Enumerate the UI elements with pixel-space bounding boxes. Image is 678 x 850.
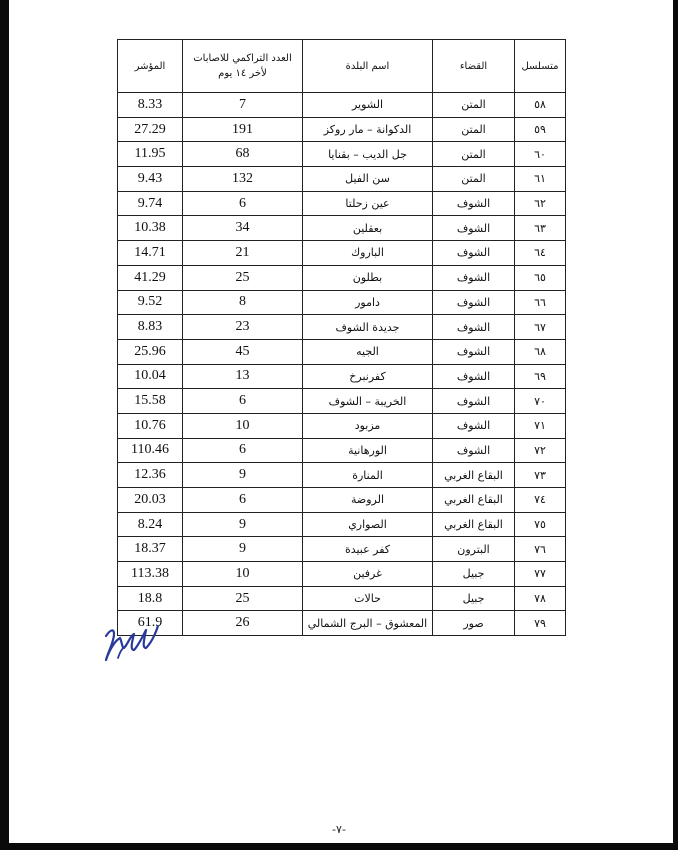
cell-serial: ٧٧	[515, 562, 566, 587]
cell-index: 110.46	[118, 438, 183, 463]
cell-cumulative-count: 23	[183, 315, 303, 340]
cell-cumulative-count: 6	[183, 191, 303, 216]
table-row	[118, 438, 566, 463]
cell-town: الدكوانة – مار روكز	[303, 117, 433, 142]
cell-town: الباروك	[303, 241, 433, 266]
cell-district: الشوف	[433, 413, 515, 438]
table-row	[118, 191, 566, 216]
cell-cumulative-count: 6	[183, 438, 303, 463]
cell-serial: ٧٩	[515, 611, 566, 636]
cell-index: 20.03	[118, 488, 183, 513]
cell-town: المعشوق – البرج الشمالي	[303, 611, 433, 636]
cell-district: الشوف	[433, 241, 515, 266]
cell-serial: ٥٨	[515, 93, 566, 118]
cell-index: 9.52	[118, 290, 183, 315]
cell-town: دامور	[303, 290, 433, 315]
cell-serial: ٦٠	[515, 142, 566, 167]
header-district: القضاء	[433, 40, 515, 93]
table-row	[118, 611, 566, 636]
cell-cumulative-count: 7	[183, 93, 303, 118]
header-serial: متسلسل	[515, 40, 566, 93]
table-row	[118, 93, 566, 118]
header-cumulative: العدد التراكمي للاصابات لأخر ١٤ يوم	[183, 40, 303, 93]
cell-serial: ٧٢	[515, 438, 566, 463]
cell-district: الشوف	[433, 438, 515, 463]
table-row	[118, 389, 566, 414]
cell-serial: ٦٩	[515, 364, 566, 389]
table-row	[118, 488, 566, 513]
table-row	[118, 364, 566, 389]
cell-index: 9.43	[118, 167, 183, 192]
cell-cumulative-count: 10	[183, 562, 303, 587]
cell-cumulative-count: 25	[183, 586, 303, 611]
cell-district: المتن	[433, 142, 515, 167]
cell-district: جبيل	[433, 586, 515, 611]
cell-cumulative-count: 21	[183, 241, 303, 266]
table-row	[118, 512, 566, 537]
cell-cumulative-count: 26	[183, 611, 303, 636]
table-row	[118, 586, 566, 611]
header-index: المؤشر	[118, 40, 183, 93]
cell-town: كفر عبيدة	[303, 537, 433, 562]
cell-cumulative-count: 10	[183, 413, 303, 438]
cell-town: الروضة	[303, 488, 433, 513]
cell-cumulative-count: 6	[183, 488, 303, 513]
cell-district: الشوف	[433, 389, 515, 414]
cell-district: المتن	[433, 93, 515, 118]
cell-district: الشوف	[433, 191, 515, 216]
table-row	[118, 339, 566, 364]
cell-district: الشوف	[433, 265, 515, 290]
cell-district: جبيل	[433, 562, 515, 587]
table-row	[118, 117, 566, 142]
cell-serial: ٧٠	[515, 389, 566, 414]
cell-index: 11.95	[118, 142, 183, 167]
cell-serial: ٥٩	[515, 117, 566, 142]
cell-district: الشوف	[433, 290, 515, 315]
cell-index: 18.8	[118, 586, 183, 611]
cell-serial: ٦٦	[515, 290, 566, 315]
cell-town: حالات	[303, 586, 433, 611]
cell-cumulative-count: 68	[183, 142, 303, 167]
cell-cumulative-count: 13	[183, 364, 303, 389]
cell-town: كفرنبرخ	[303, 364, 433, 389]
table-row	[118, 167, 566, 192]
cell-serial: ٧١	[515, 413, 566, 438]
cell-district: المتن	[433, 167, 515, 192]
cell-serial: ٦٢	[515, 191, 566, 216]
cell-cumulative-count: 8	[183, 290, 303, 315]
cell-town: جل الديب – بقنايا	[303, 142, 433, 167]
cell-cumulative-count: 9	[183, 512, 303, 537]
cell-district: البقاع الغربي	[433, 512, 515, 537]
cell-serial: ٧٣	[515, 463, 566, 488]
header-town: اسم البلدة	[303, 40, 433, 93]
table-row	[118, 142, 566, 167]
cell-index: 18.37	[118, 537, 183, 562]
table-row	[118, 463, 566, 488]
cell-town: الخريبة – الشوف	[303, 389, 433, 414]
cell-cumulative-count: 45	[183, 339, 303, 364]
cell-district: البقاع الغربي	[433, 463, 515, 488]
cell-district: الشوف	[433, 315, 515, 340]
table-row	[118, 290, 566, 315]
cell-index: 61.9	[118, 611, 183, 636]
scan-edge-bottom	[0, 843, 678, 850]
cell-cumulative-count: 9	[183, 463, 303, 488]
cell-index: 12.36	[118, 463, 183, 488]
cell-serial: ٧٤	[515, 488, 566, 513]
cell-town: الورهانية	[303, 438, 433, 463]
cell-index: 8.83	[118, 315, 183, 340]
cell-town: المنارة	[303, 463, 433, 488]
cell-district: الشوف	[433, 339, 515, 364]
cell-town: الشوير	[303, 93, 433, 118]
cell-district: البترون	[433, 537, 515, 562]
cell-index: 10.04	[118, 364, 183, 389]
cell-serial: ٦٨	[515, 339, 566, 364]
cell-serial: ٧٨	[515, 586, 566, 611]
signature	[100, 618, 164, 666]
table-row	[118, 216, 566, 241]
cases-table	[117, 39, 566, 636]
table-row	[118, 413, 566, 438]
cell-index: 27.29	[118, 117, 183, 142]
cell-town: سن الفيل	[303, 167, 433, 192]
cell-index: 8.24	[118, 512, 183, 537]
cell-index: 14.71	[118, 241, 183, 266]
cell-index: 41.29	[118, 265, 183, 290]
page-number: -٧-	[332, 823, 346, 836]
cell-index: 15.58	[118, 389, 183, 414]
table-row	[118, 241, 566, 266]
cell-index: 10.76	[118, 413, 183, 438]
cell-index: 113.38	[118, 562, 183, 587]
table-row	[118, 562, 566, 587]
table-row	[118, 265, 566, 290]
cell-cumulative-count: 34	[183, 216, 303, 241]
cell-district: المتن	[433, 117, 515, 142]
table-row	[118, 537, 566, 562]
cell-district: الشوف	[433, 216, 515, 241]
cell-town: بعقلين	[303, 216, 433, 241]
cell-serial: ٦٤	[515, 241, 566, 266]
cell-town: بطلون	[303, 265, 433, 290]
cell-town: الصواري	[303, 512, 433, 537]
cell-index: 8.33	[118, 93, 183, 118]
table-header-row	[118, 40, 566, 93]
cell-serial: ٦١	[515, 167, 566, 192]
cell-cumulative-count: 9	[183, 537, 303, 562]
cell-district: صور	[433, 611, 515, 636]
cell-cumulative-count: 132	[183, 167, 303, 192]
cell-town: غرفين	[303, 562, 433, 587]
cell-cumulative-count: 25	[183, 265, 303, 290]
cell-serial: ٧٦	[515, 537, 566, 562]
cell-index: 9.74	[118, 191, 183, 216]
cell-town: عين زحلتا	[303, 191, 433, 216]
cell-district: الشوف	[433, 364, 515, 389]
cell-town: جديدة الشوف	[303, 315, 433, 340]
cell-serial: ٦٥	[515, 265, 566, 290]
cell-district: البقاع الغربي	[433, 488, 515, 513]
cell-index: 25.96	[118, 339, 183, 364]
cell-town: الجيه	[303, 339, 433, 364]
cell-town: مزبود	[303, 413, 433, 438]
cell-serial: ٦٧	[515, 315, 566, 340]
cell-serial: ٦٣	[515, 216, 566, 241]
cell-serial: ٧٥	[515, 512, 566, 537]
table-row	[118, 315, 566, 340]
scan-edge-right	[673, 0, 678, 850]
cell-cumulative-count: 6	[183, 389, 303, 414]
cell-index: 10.38	[118, 216, 183, 241]
scan-edge-left	[0, 0, 9, 850]
cell-cumulative-count: 191	[183, 117, 303, 142]
